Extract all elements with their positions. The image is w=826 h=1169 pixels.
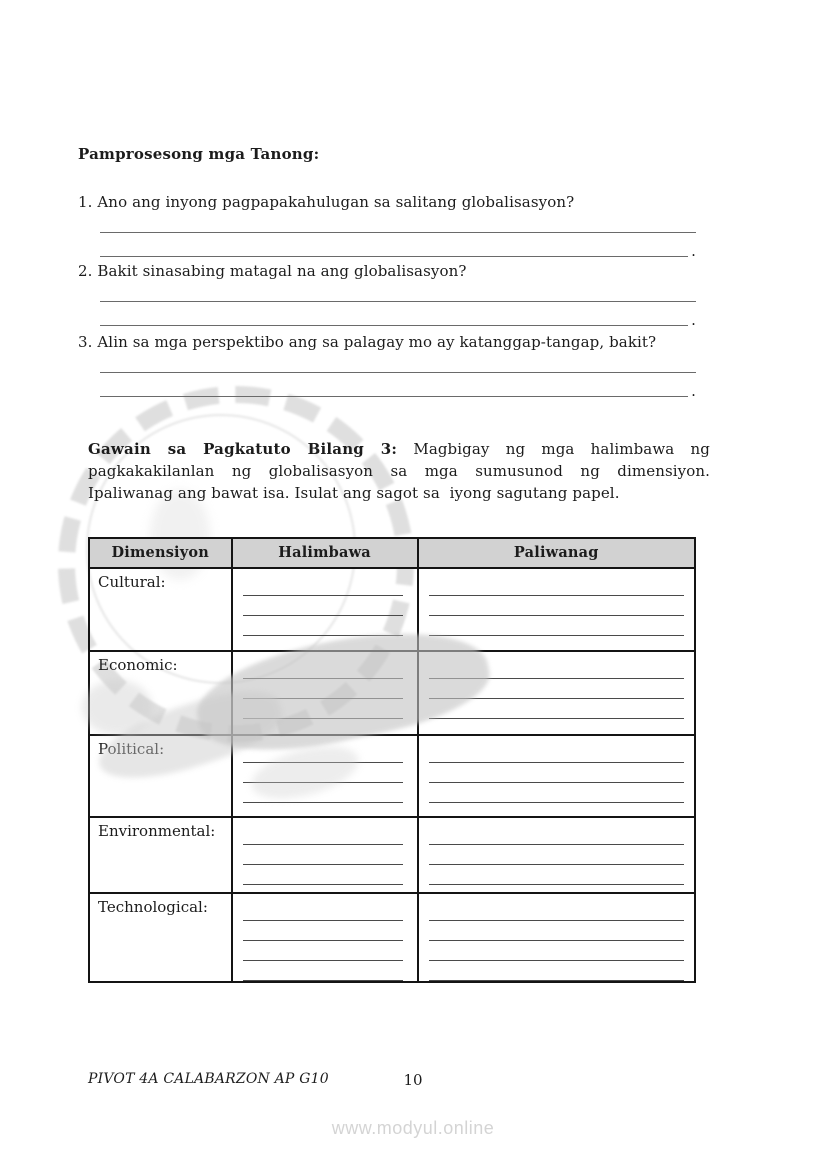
answer-blank-line xyxy=(429,679,684,699)
answer-blank-line xyxy=(429,885,684,892)
halimbawa-blanks xyxy=(233,652,417,719)
answer-blank-line xyxy=(429,865,684,885)
dimension-label: Environmental: xyxy=(98,822,216,840)
dimensions-table xyxy=(88,537,696,983)
table-row-economic xyxy=(90,652,694,736)
paliwanag-blanks xyxy=(419,894,694,981)
answer-blank-line xyxy=(243,941,403,961)
dimension-label: Economic: xyxy=(98,656,178,674)
answer-blank-line xyxy=(100,280,696,302)
line-end-period: . xyxy=(691,311,696,329)
answer-blank-line xyxy=(429,616,684,636)
halimbawa-blanks xyxy=(233,569,417,650)
answer-blank-line xyxy=(429,961,684,981)
section-heading: Pamprosesong mga Tanong: xyxy=(78,145,320,163)
paliwanag-blanks xyxy=(419,569,694,650)
paliwanag-blanks xyxy=(419,736,694,816)
answer-blank-line xyxy=(243,636,403,650)
answer-blank-line xyxy=(243,763,403,783)
dimension-label: Technological: xyxy=(98,898,208,916)
question-2-text: 2. Bakit sinasabing matagal na ang globalisasyon? xyxy=(78,262,467,280)
table-row-technological xyxy=(90,894,694,981)
answer-blank-line xyxy=(243,825,403,845)
answer-blank-line xyxy=(429,845,684,865)
activity-instructions xyxy=(88,438,715,504)
answer-blank-line xyxy=(429,596,684,616)
question-3-text: 3. Alin sa mga perspektibo ang sa palagay mo ay katanggap-tangap, bakit? xyxy=(78,333,657,351)
answer-blank-line xyxy=(429,763,684,783)
answer-blank-line xyxy=(100,373,696,400)
answer-blank-line xyxy=(243,679,403,699)
answer-blank-line xyxy=(429,576,684,596)
answer-blank-line xyxy=(243,616,403,636)
halimbawa-blanks xyxy=(233,818,417,892)
column-header-halimbawa: Halimbawa xyxy=(233,539,419,567)
answer-blank-line xyxy=(243,901,403,921)
question-1-text: 1. Ano ang inyong pagpapakahulugan sa salitang globalisasyon? xyxy=(78,193,575,211)
answer-blank-line xyxy=(243,803,403,816)
answer-blank-line xyxy=(243,865,403,885)
activity-body: Magbigay ng mga halimbawa ng pagkakakilanlan ng globalisasyon sa mga sumusunod ng dimensiyon. Ipaliwanag ang bawat isa. Isulat ang sagot sa iyong sagutang papel. xyxy=(88,440,715,502)
answer-blank-line xyxy=(243,845,403,865)
table-row-political xyxy=(90,736,694,818)
answer-blank-line xyxy=(100,211,696,233)
question-3 xyxy=(78,333,698,400)
answer-blank-line xyxy=(100,233,696,260)
halimbawa-blanks xyxy=(233,894,417,981)
answer-blank-line xyxy=(429,901,684,921)
dimension-label: Political: xyxy=(98,740,165,758)
answer-blank-line xyxy=(429,825,684,845)
footer-module-label: PIVOT 4A CALABARZON AP G10 xyxy=(88,1071,329,1087)
column-header-paliwanag: Paliwanag xyxy=(513,544,599,561)
answer-blank-line xyxy=(243,961,403,981)
answer-blank-line xyxy=(429,941,684,961)
table-row-cultural xyxy=(90,569,694,652)
answer-blank-line xyxy=(429,699,684,719)
answer-blank-line xyxy=(429,803,684,816)
paliwanag-blanks xyxy=(419,652,694,719)
answer-blank-line xyxy=(429,743,684,763)
column-header-dimensiyon: Dimensiyon xyxy=(90,539,233,567)
site-watermark-text: www.modyul.online xyxy=(331,1118,495,1138)
activity-title: Gawain sa Pagkatuto Bilang 3: xyxy=(88,440,398,458)
question-2 xyxy=(78,262,698,329)
dimension-label: Cultural: xyxy=(98,573,166,591)
line-end-period: . xyxy=(691,382,696,400)
line-end-period: . xyxy=(691,242,696,260)
answer-blank-line xyxy=(429,921,684,941)
answer-blank-line xyxy=(243,659,403,679)
table-header-row xyxy=(90,539,694,569)
answer-blank-line xyxy=(243,783,403,803)
halimbawa-blanks xyxy=(233,736,417,816)
answer-blank-line xyxy=(243,699,403,719)
table-row-environmental xyxy=(90,818,694,894)
answer-blank-line xyxy=(243,921,403,941)
paliwanag-blanks xyxy=(419,818,694,892)
page-number: 10 xyxy=(403,1071,423,1089)
answer-blank-line xyxy=(429,659,684,679)
answer-blank-line xyxy=(100,351,696,373)
answer-blank-line xyxy=(243,743,403,763)
answer-blank-line xyxy=(243,596,403,616)
answer-blank-line xyxy=(243,885,403,892)
answer-blank-line xyxy=(243,576,403,596)
answer-blank-line xyxy=(429,636,684,650)
answer-blank-line xyxy=(429,783,684,803)
answer-blank-line xyxy=(100,302,696,329)
question-1 xyxy=(78,193,698,260)
